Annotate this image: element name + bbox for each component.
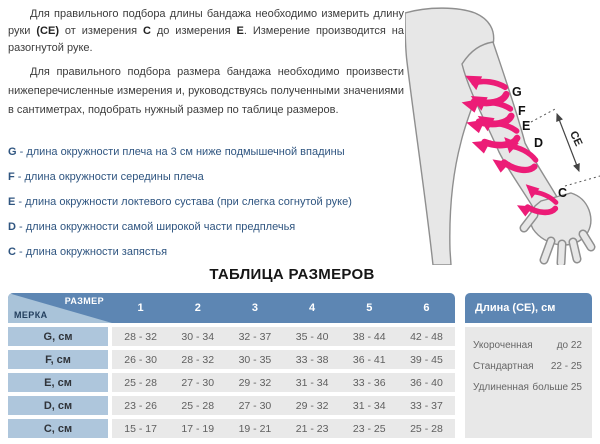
legend-item-f (8, 165, 404, 190)
p1-bold-c: С (142, 25, 151, 37)
table-cell: 26 - 30 (124, 353, 157, 366)
length-name: Удлиненная (473, 382, 529, 393)
row-label: E, см (8, 373, 108, 392)
table-row-d (8, 396, 455, 415)
length-panel (465, 293, 592, 438)
table-cell: 19 - 21 (238, 422, 272, 435)
table-cell: 32 - 37 (238, 330, 272, 343)
table-cell: 31 - 34 (352, 399, 386, 412)
length-row-short (473, 335, 582, 356)
column-header-4: 4 (309, 302, 316, 314)
legend-item-c (8, 240, 404, 265)
row-values (112, 350, 455, 369)
p1-segment: от измерения (59, 25, 143, 37)
table-cell: 31 - 34 (295, 376, 329, 389)
length-row-standard (473, 356, 582, 377)
table-cell: 28 - 32 (124, 330, 157, 343)
main-size-table (8, 293, 455, 438)
column-header-5: 5 (366, 302, 373, 314)
p1-bold-ce: (СЕ) (36, 25, 59, 37)
ce-dashed-line-top (531, 108, 557, 122)
row-label: C, см (8, 419, 108, 438)
intro-text (8, 6, 404, 265)
paragraph-1 (8, 6, 404, 57)
paragraph-2: Для правильного подбора размера бандажа необходимо произвести нижеперечисленные измерения и, руководствуясь полученными значениями в сантиметрах, подобрать нужный размер по таблице размеров. (8, 66, 404, 116)
length-panel-body (465, 327, 592, 438)
table-cell: 36 - 41 (352, 353, 386, 366)
table-cell: 33 - 37 (410, 399, 443, 412)
table-cell: 36 - 40 (410, 376, 443, 389)
length-name: Стандартная (473, 361, 534, 372)
p1-segment: Для правильного подбора длины бандажа необходимо измерить длину руки (8, 8, 404, 37)
table-cell: 39 - 45 (410, 353, 443, 366)
table-cell: 35 - 40 (295, 330, 329, 343)
table-cell: 25 - 28 (410, 422, 443, 435)
p1-bold-e: Е (236, 25, 244, 37)
table-corner-cell (8, 293, 112, 323)
table-cell: 23 - 25 (352, 422, 386, 435)
length-value: 22 - 25 (550, 361, 582, 372)
p1-segment: . Измерение производится на разогнутой руке. (8, 25, 404, 54)
table-cell: 21 - 23 (295, 422, 329, 435)
table-cell: 27 - 30 (181, 376, 215, 389)
row-label: F, см (8, 350, 108, 369)
ce-dashed-line-bottom (565, 176, 600, 186)
row-label: G, см (8, 327, 108, 346)
diagram-label-d: D (534, 136, 544, 150)
table-cell: 27 - 30 (238, 399, 272, 412)
legend-letter: D (8, 221, 16, 233)
measurement-legend (8, 140, 404, 265)
length-name: Укороченная (473, 340, 533, 351)
legend-letter: E (8, 196, 16, 208)
table-cell: 25 - 28 (181, 399, 215, 412)
legend-text: - длина окружности локтевого сустава (при слегка согнутой руке) (15, 196, 352, 208)
legend-item-e (8, 190, 404, 215)
legend-text: - длина окружности середины плеча (14, 171, 204, 183)
row-label: D, см (8, 396, 108, 415)
table-cell: 29 - 32 (295, 399, 329, 412)
table-row-e (8, 373, 455, 392)
table-row-c (8, 419, 455, 438)
table-cell: 42 - 48 (410, 330, 443, 343)
table-row-f (8, 350, 455, 369)
corner-label-merka: МЕРКА (14, 310, 48, 320)
legend-text: - длина окружности запястья (15, 246, 168, 258)
legend-item-g (8, 140, 404, 165)
row-values (112, 327, 455, 346)
row-values (112, 419, 455, 438)
table-cell: 30 - 35 (238, 353, 272, 366)
p1-segment: до измерения (150, 25, 237, 37)
legend-item-d (8, 215, 404, 240)
column-header-1: 1 (137, 302, 144, 314)
legend-text: - длина окружности плеча на 3 см ниже подмышечной впадины (16, 146, 345, 158)
row-values (112, 373, 455, 392)
table-cell: 28 - 32 (181, 353, 215, 366)
length-panel-header: Длина (СЕ), см (465, 293, 592, 323)
diagram-label-e: E (522, 119, 531, 133)
corner-label-razmer: РАЗМЕР (64, 296, 104, 306)
legend-text: - длина окружности самой широкой части предплечья (15, 221, 296, 233)
legend-letter: F (8, 171, 15, 183)
length-value: до 22 (556, 340, 582, 351)
table-cell: 29 - 32 (238, 376, 272, 389)
length-row-long (473, 377, 582, 398)
column-header-6: 6 (423, 302, 430, 314)
length-value: больше 25 (532, 382, 582, 393)
table-cell: 30 - 34 (181, 330, 215, 343)
table-cell: 25 - 28 (124, 376, 157, 389)
size-table (8, 293, 592, 438)
table-cell: 17 - 19 (181, 422, 215, 435)
diagram-label-f: F (518, 104, 526, 118)
row-values (112, 396, 455, 415)
table-cell: 38 - 44 (352, 330, 386, 343)
table-cell: 33 - 36 (352, 376, 386, 389)
arm-diagram (405, 0, 600, 265)
legend-letter: G (8, 146, 17, 158)
size-table-title: ТАБЛИЦА РАЗМЕРОВ (209, 266, 375, 283)
diagram-label-c: C (558, 186, 568, 200)
table-cell: 15 - 17 (124, 422, 157, 435)
diagram-label-g: G (512, 85, 522, 99)
table-cell: 23 - 26 (124, 399, 157, 412)
column-header-2: 2 (194, 302, 201, 314)
ce-label: CE (567, 129, 585, 149)
table-header-row (8, 293, 455, 323)
table-cell: 33 - 38 (295, 353, 329, 366)
legend-letter: C (8, 246, 16, 258)
column-header-3: 3 (251, 302, 258, 314)
table-row-g (8, 327, 455, 346)
